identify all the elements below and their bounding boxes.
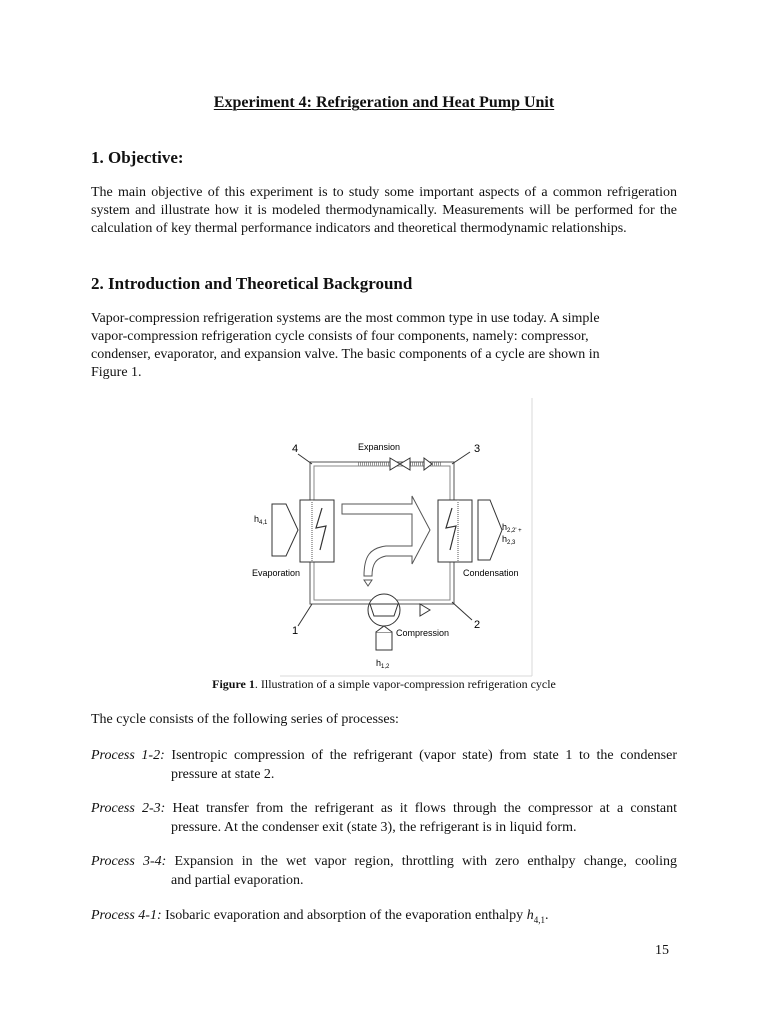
heat-flow-arrow-icon bbox=[342, 496, 430, 586]
process-text-continued: pressure at state 2. bbox=[171, 767, 275, 782]
state-label-4: 4 bbox=[292, 443, 299, 455]
heat-input-evaporator-icon bbox=[272, 504, 298, 556]
condenser-icon bbox=[438, 500, 472, 562]
h23-label: $h_{2,3}$ bbox=[502, 534, 516, 546]
process-name: Process 1-2: bbox=[91, 748, 165, 763]
figure-caption-label: Figure 1 bbox=[212, 677, 255, 691]
section-heading-introduction: 2. Introduction and Theoretical Background bbox=[91, 274, 413, 293]
state-label-1: 1 bbox=[292, 625, 299, 637]
process-name: Process 2-3: bbox=[91, 801, 166, 816]
paragraph-line: condenser, evaporator, and expansion valve. The basic components of a cycle are shown in bbox=[91, 347, 600, 362]
leader-line-2 bbox=[452, 602, 472, 620]
process-name: Process 4-1: bbox=[91, 908, 162, 923]
compression-label: Compression bbox=[396, 628, 450, 638]
h12-label: $h_{1,2}$ bbox=[376, 658, 390, 670]
evaporator-icon bbox=[300, 500, 334, 562]
figure-caption-text: . Illustration of a simple vapor-compression refrigeration cycle bbox=[254, 677, 556, 691]
process-text: Isobaric evaporation and absorption of the evaporation enthalpy bbox=[165, 908, 527, 923]
paragraph-line: Figure 1. bbox=[91, 365, 142, 380]
paragraph-line: Vapor-compression refrigeration systems are the most common type in use today. A simple bbox=[91, 311, 600, 326]
objective-paragraph: The main objective of this experiment is to study some important aspects of a common refrigeration system and illustrate how it is modeled thermodynamically. Measurements will be performed for the calculation of key thermal performance indicators and theoretical thermodynamic relationships. bbox=[91, 185, 677, 236]
processes-intro: The cycle consists of the following series of processes: bbox=[91, 712, 399, 727]
compressor-icon bbox=[368, 594, 430, 650]
process-text-continued: and partial evaporation. bbox=[171, 873, 304, 888]
process-text-continued: pressure. At the condenser exit (state 3), the refrigerant is in liquid form. bbox=[171, 820, 577, 835]
process-text: Heat transfer from the refrigerant as it flows through the compressor at a constant bbox=[172, 801, 677, 816]
process-item bbox=[91, 906, 677, 930]
introduction-paragraph bbox=[91, 310, 677, 382]
page-title: Experiment 4: Refrigeration and Heat Pump Unit bbox=[213, 94, 555, 111]
h22-label: $h_{2,2' +}$ bbox=[502, 522, 522, 534]
process-text-end: . bbox=[544, 908, 549, 923]
heat-output-condenser-icon bbox=[478, 500, 502, 560]
paragraph-line: vapor-compression refrigeration cycle consists of four components, namely: compressor, bbox=[91, 329, 589, 344]
state-label-2: 2 bbox=[474, 619, 481, 631]
enthalpy-symbol: h bbox=[526, 908, 534, 923]
process-text: Isentropic compression of the refrigerant (vapor state) from state 1 to the condenser bbox=[171, 748, 677, 763]
condensation-label: Condensation bbox=[463, 568, 519, 578]
section-heading-objective: 1. Objective: bbox=[91, 148, 184, 167]
process-item bbox=[91, 746, 677, 784]
state-label-3: 3 bbox=[474, 443, 481, 455]
process-name: Process 3-4: bbox=[91, 854, 167, 869]
process-text: Expansion in the wet vapor region, throttling with zero enthalpy change, cooling bbox=[174, 854, 677, 869]
h41-label: $h_{4,1}$ bbox=[254, 514, 268, 526]
evaporation-label: Evaporation bbox=[252, 568, 301, 578]
page-number: 15 bbox=[655, 943, 669, 958]
refrigeration-cycle-diagram bbox=[180, 392, 600, 682]
process-item bbox=[91, 799, 677, 837]
expansion-label: Expansion bbox=[358, 442, 401, 452]
leader-line-3 bbox=[452, 452, 470, 464]
figure-caption bbox=[0, 677, 768, 692]
leader-line-1 bbox=[298, 604, 312, 626]
process-item bbox=[91, 852, 677, 890]
enthalpy-subscript: 4,1 bbox=[533, 914, 545, 925]
leader-line-4 bbox=[298, 454, 312, 464]
